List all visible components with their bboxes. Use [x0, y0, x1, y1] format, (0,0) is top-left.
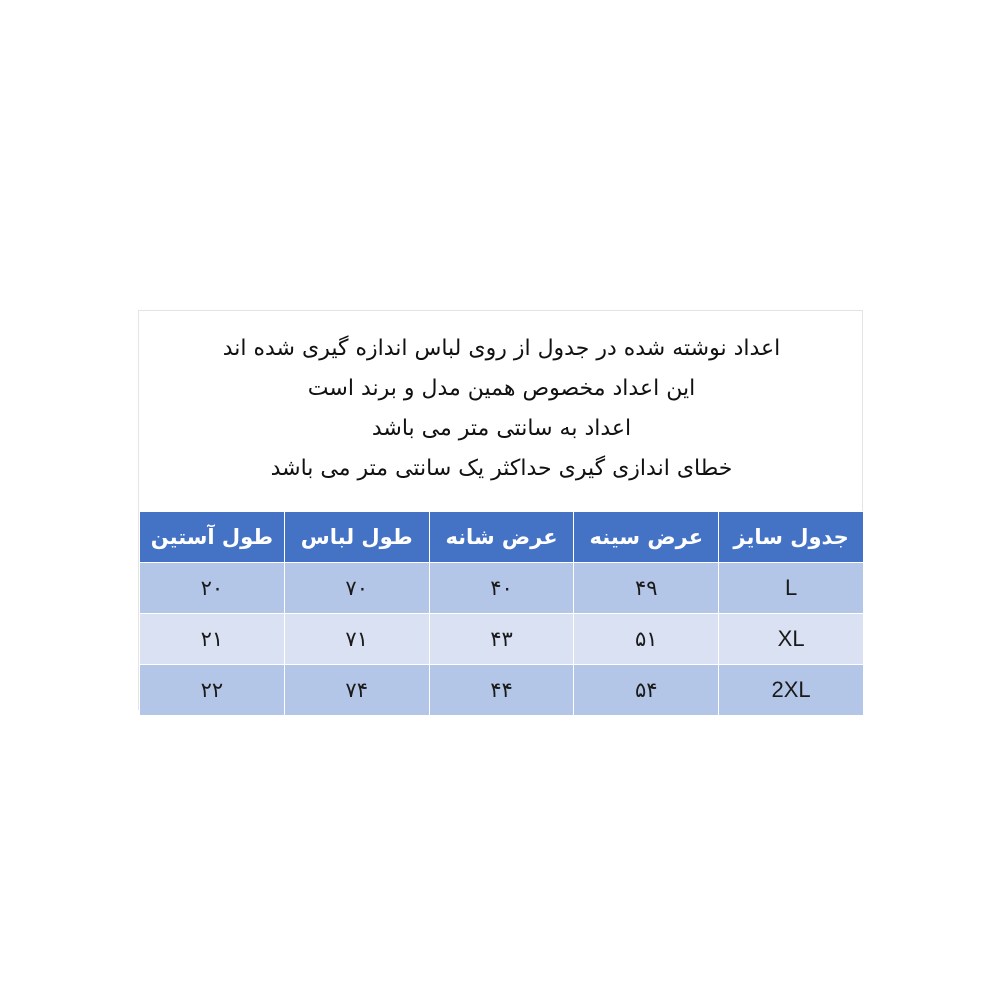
- note-line: خطای اندازی گیری حداکثر یک سانتی متر می باشد: [270, 456, 733, 481]
- table-row: [140, 563, 864, 614]
- size-table: [139, 511, 864, 716]
- measurement-notes: [139, 329, 864, 489]
- garment-length-cell: ۷۱: [284, 614, 429, 665]
- sleeve-length-cell: ۲۱: [140, 614, 285, 665]
- chest-width-cell: ۵۱: [574, 614, 719, 665]
- shoulder-width-cell: ۴۳: [429, 614, 574, 665]
- sleeve-length-cell: ۲۲: [140, 665, 285, 716]
- header-chest-width: عرض سینه: [574, 512, 719, 563]
- header-shoulder-width: عرض شانه: [429, 512, 574, 563]
- note-line: این اعداد مخصوص همین مدل و برند است: [307, 376, 696, 401]
- header-size-chart: جدول سایز: [719, 512, 864, 563]
- header-garment-length: طول لباس: [284, 512, 429, 563]
- garment-length-cell: ۷۴: [284, 665, 429, 716]
- shoulder-width-cell: ۴۴: [429, 665, 574, 716]
- table-row: [140, 614, 864, 665]
- sleeve-length-cell: ۲۰: [140, 563, 285, 614]
- note-line: اعداد نوشته شده در جدول از روی لباس اندازه گیری شده اند: [222, 336, 781, 361]
- note-line: اعداد به سانتی متر می باشد: [371, 416, 632, 441]
- shoulder-width-cell: ۴۰: [429, 563, 574, 614]
- chest-width-cell: ۵۴: [574, 665, 719, 716]
- size-guide-panel: [138, 310, 863, 710]
- chest-width-cell: ۴۹: [574, 563, 719, 614]
- table-row: [140, 665, 864, 716]
- size-cell: 2XL: [719, 665, 864, 716]
- size-cell: L: [719, 563, 864, 614]
- table-header-row: [140, 512, 864, 563]
- size-cell: XL: [719, 614, 864, 665]
- header-sleeve-length: طول آستین: [140, 512, 285, 563]
- garment-length-cell: ۷۰: [284, 563, 429, 614]
